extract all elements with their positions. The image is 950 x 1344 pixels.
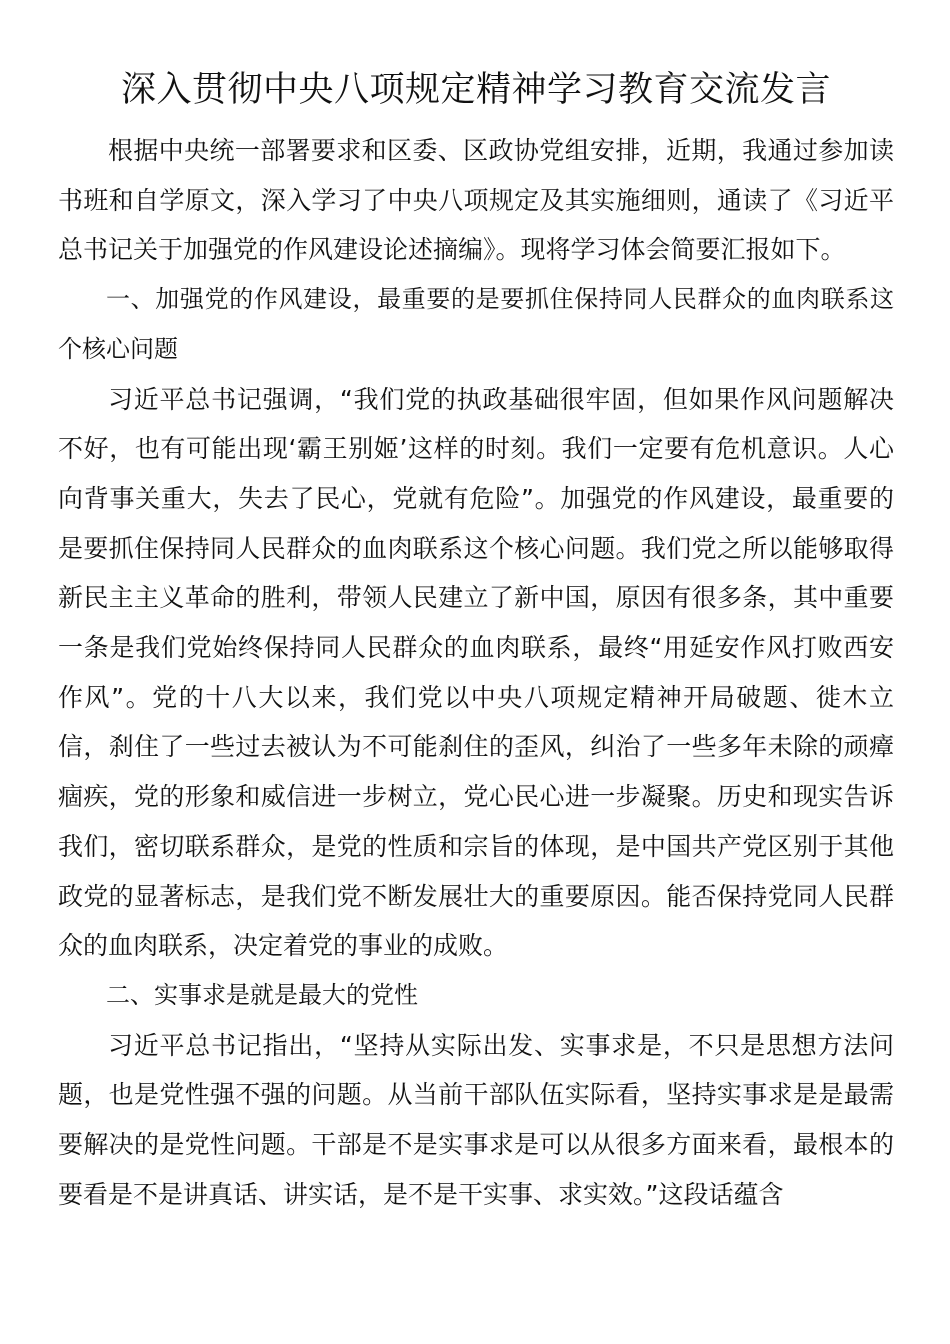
intro-paragraph: 根据中央统一部署要求和区委、区政协党组安排，近期，我通过参加读书班和自学原文，深入学习了中央八项规定及其实施细则，通读了《习近平总书记关于加强党的作风建设论述摘编》。现将学习体会简要汇报如下。 xyxy=(58,136,894,265)
section-2-body: 习近平总书记指出，“坚持从实际出发、实事求是，不只是思想方法问题，也是党性强不强的问题。从当前干部队伍实际看，坚持实事求是是最需要解决的是党性问题。干部是不是实事求是可以从很多方面来看，最根本的要看是不是讲真话、讲实话，是不是干实事、求实效。”这段话蕴含 xyxy=(58,1030,894,1209)
document-title: 深入贯彻中央八项规定精神学习教育交流发言 xyxy=(120,70,831,110)
section-1-heading: 一、加强党的作风建设，最重要的是要抓住保持同人民群众的血肉联系这个核心问题 xyxy=(58,285,894,363)
document-page xyxy=(58,64,894,1219)
section-1-body: 习近平总书记强调，“我们党的执政基础很牢固，但如果作风问题解决不好，也有可能出现‘霸王别姬’这样的时刻。我们一定要有危机意识。人心向背事关重大，失去了民心，党就有危险”。加强党的作风建设，最重要的是要抓住保持同人民群众的血肉联系这个核心问题。我们党之所以能够取得新民主主义革命的胜利，带领人民建立了新中国，原因有很多条，其中重要一条是我们党始终保持同人民群众的血肉联系，最终“用延安作风打败西安作风”。党的十八大以来，我们党以中央八项规定精神开局破题、徙木立信，刹住了一些过去被认为不可能刹住的歪风，纠治了一些多年未除的顽瘴痼疾，党的形象和威信进一步树立，党心民心进一步凝聚。历史和现实告诉我们，密切联系群众，是党的性质和宗旨的体现，是中国共产党区别于其他政党的显著标志，是我们党不断发展壮大的重要原因。能否保持党同人民群众的血肉联系，决定着党的事业的成败。 xyxy=(58,384,894,961)
section-2-heading: 二、实事求是就是最大的党性 xyxy=(106,980,418,1009)
